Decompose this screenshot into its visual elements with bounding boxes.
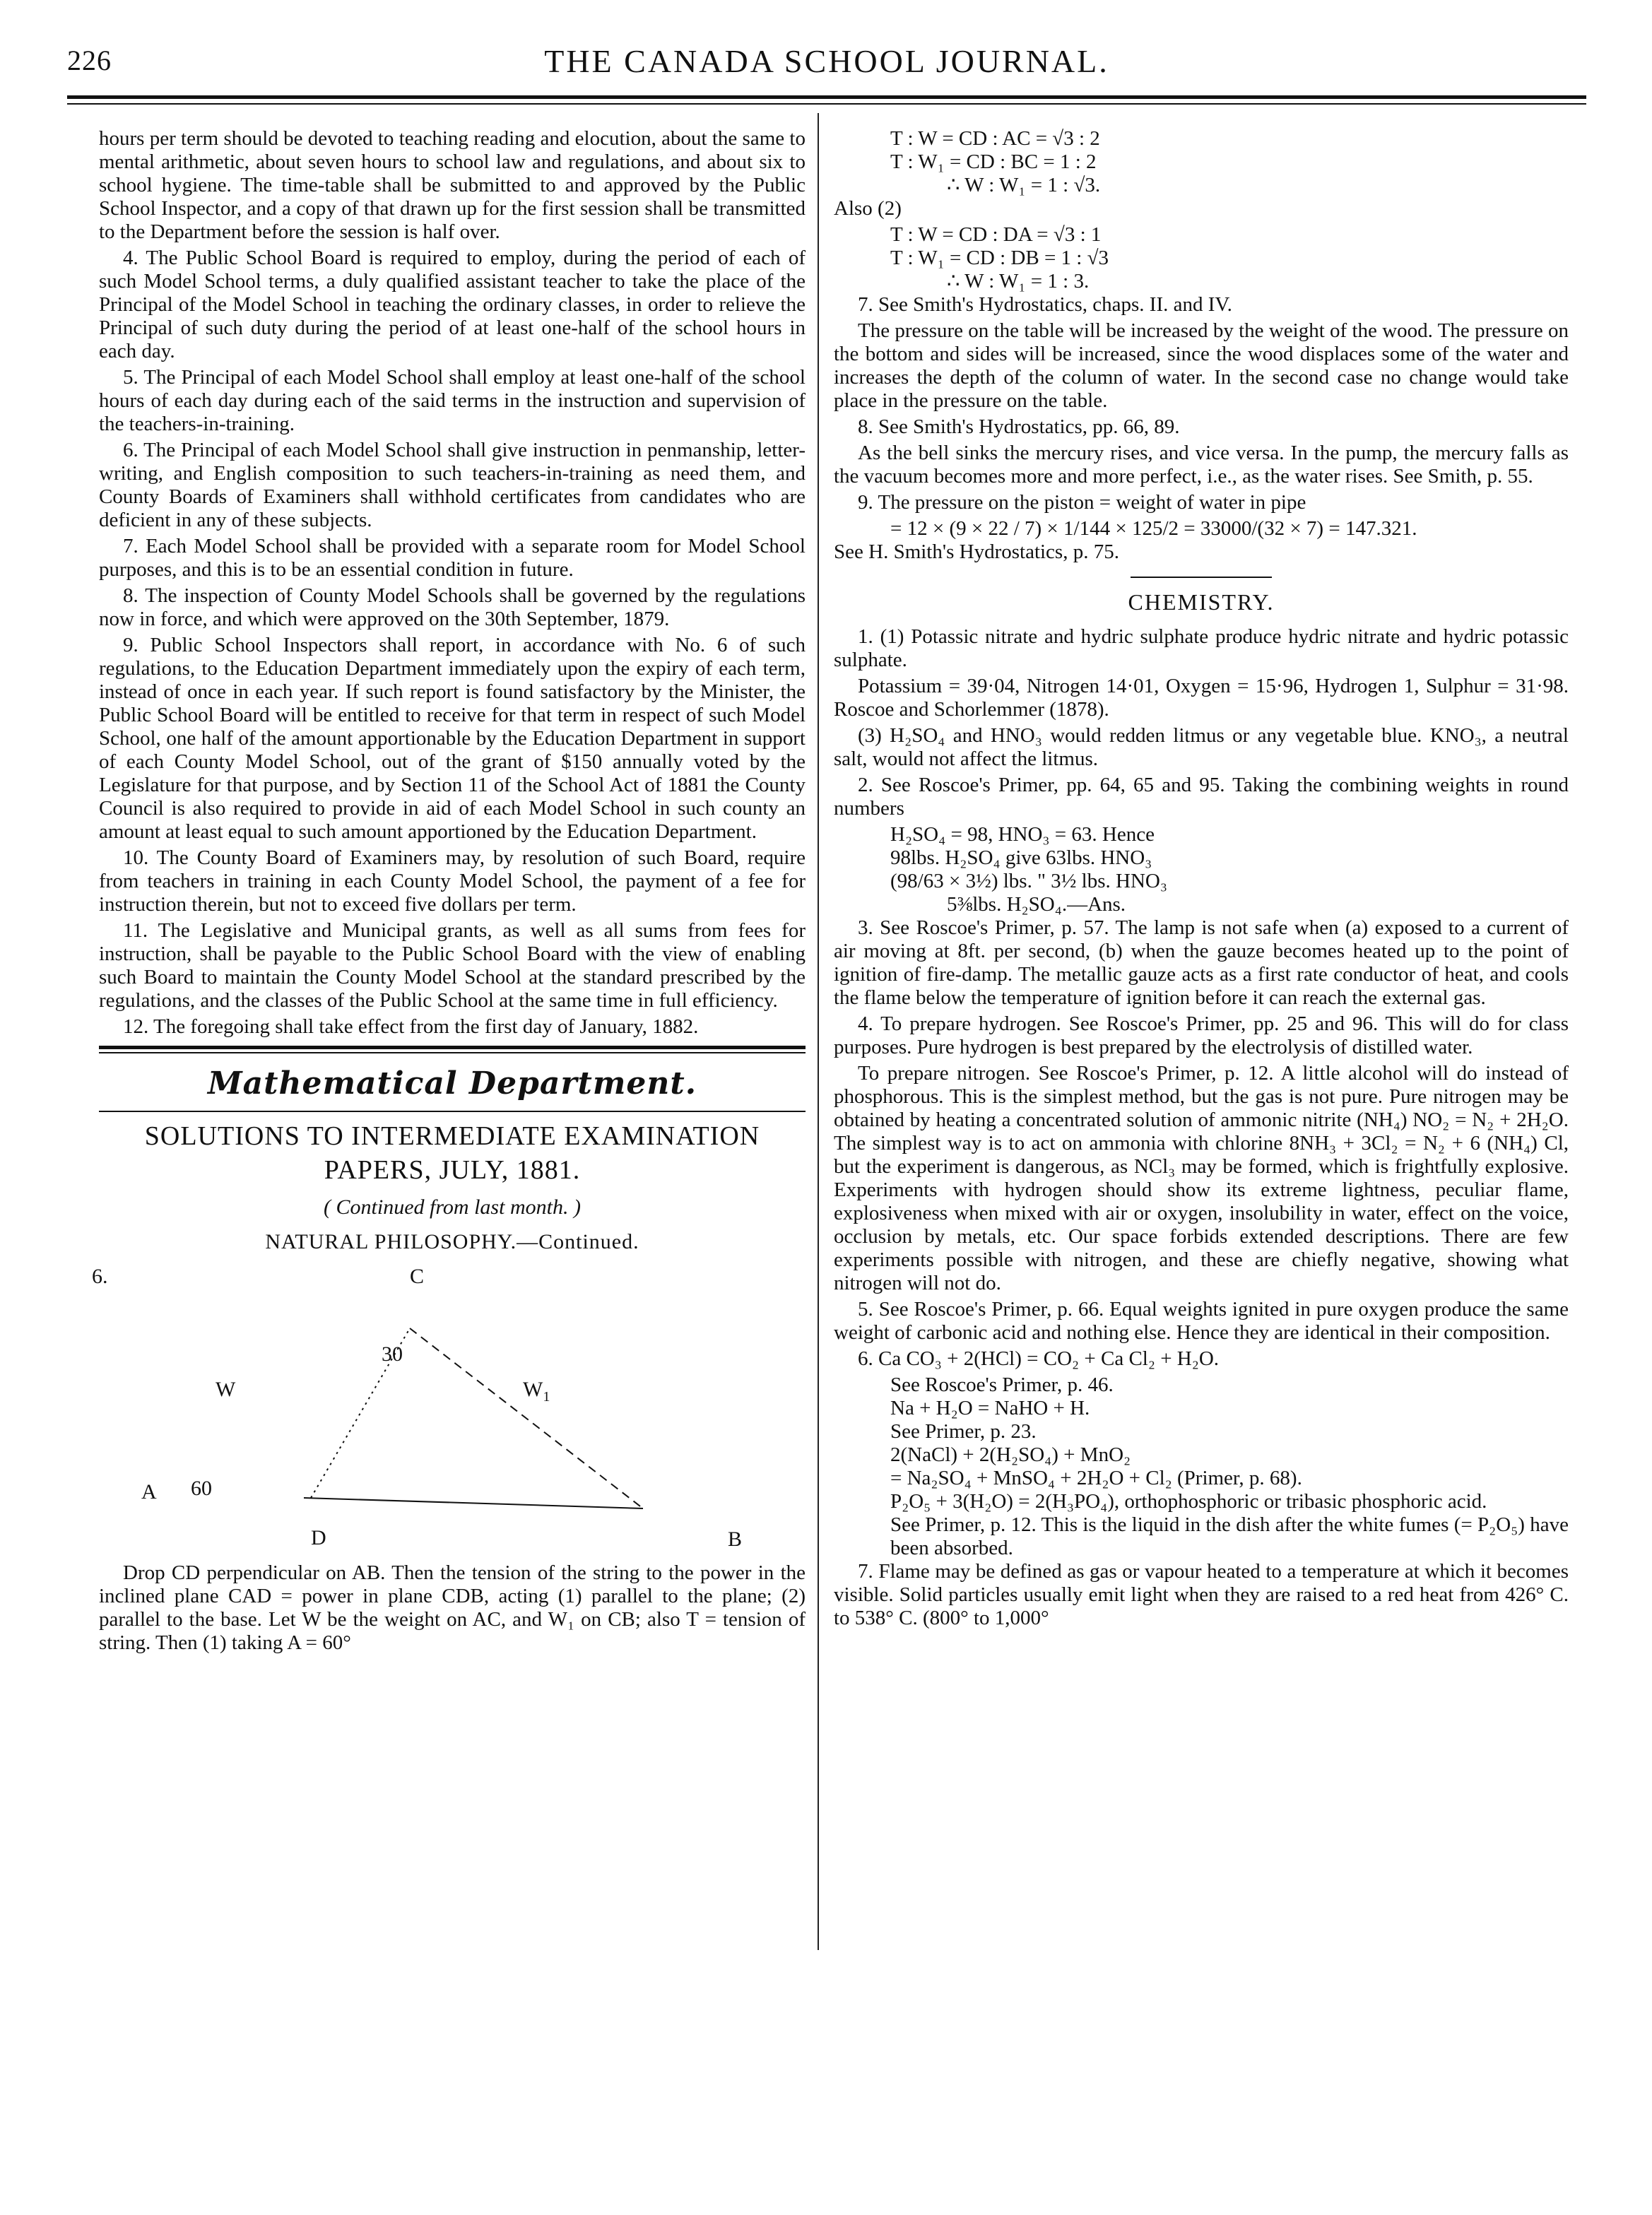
left-column [92,127,806,1658]
paragraph: (3) H₂SO₄ and HNO₃ would redden litmus or any vegetable blue. KNO₃, a neutral salt, would not affect the litmus. [834,724,1569,770]
equation-line: 2(NaCl) + 2(H₂SO₄) + MnO₂ [890,1443,1131,1466]
column-divider [818,113,819,1950]
equation-line: = Na₂SO₄ + MnSO₄ + 2H₂O + Cl₂ (Primer, p. 68). [890,1467,1302,1489]
line-cb [410,1328,643,1508]
paragraph: See H. Smith's Hydrostatics, p. 75. [834,541,1119,563]
equation-line: T : W = CD : DA = √3 : 1 [890,223,1102,246]
label-w: W [216,1378,236,1401]
base-line-ab [304,1498,643,1508]
equation-line: Na + H₂O = NaHO + H. [890,1397,1090,1419]
department-title: Mathematical Department. [207,1065,697,1101]
paragraph: 7. See Smith's Hydrostatics, chaps. II. and IV. [858,293,1232,316]
paragraph: 9. The pressure on the piston = weight of water in pipe [858,491,1306,514]
equation-line: ∴ W : W₁ = 1 : √3. [947,174,1101,196]
equation-line: T : W₁ = CD : BC = 1 : 2 [890,150,1097,173]
equation-line: (98/63 × 3½) lbs. " 3½ lbs. HNO₃ [890,870,1167,892]
short-rule [1131,577,1272,578]
paragraph: To prepare nitrogen. See Roscoe's Primer, p. 12. A little alcohol will do instead of phosphorous. This is the simplest method, but the gas is not pure. Pure nitrogen may be obtained by heating a concentrated solution of ammonic nitrite (NH₄) NO₂ = N₂ + 2H₂O. The simplest way is to act on ammonia with chlorine 8NH₃ + 3Cl₂ = N₂ + 6 (NH₄) Cl, but the experiment is dangerous, as NCl₃ may be formed, which is frightfully explosive. Experiments with hydrogen should show its extreme lightness, peculiar flame, explosiveness when mixed with air or oxygen, insolubility in water, effect on the voice, occlusion by metals, etc. Our space forbids extended descriptions. There are few experiments possible with nitrogen, and these are chiefly negative, showing what nitrogen will not do. [834,1062,1569,1294]
chemistry-heading: CHEMISTRY. [1128,589,1275,615]
diagram-number: 6. [92,1265,108,1288]
label-w1: $W_1$ [523,1378,550,1405]
section-rule-thin [99,1052,806,1053]
equation-line: T : W = CD : AC = √3 : 2 [890,127,1100,150]
label-a: A [141,1480,157,1504]
paragraph: 5. The Principal of each Model School shall employ at least one-half of the school hours of each day during each of the said terms in the instruction and supervision of the teachers-in-training. [99,366,806,435]
paragraph: 1. (1) Potassic nitrate and hydric sulphate produce hydric nitrate and hydric potassic sulphate. [834,625,1569,671]
inclined-plane-diagram [92,1265,806,1561]
paragraph: Drop CD perpendicular on AB. Then the tension of the string to the power in the inclined plane CAD = power in plane CDB, acting (1) parallel to the plane; (2) parallel to the base. Let W be the weight on AC, and W₁ on CB; also T = tension of string. Then (1) taking A = 60° [99,1561,806,1654]
equation-line: = 12 × (9 × 22 / 7) × 1/144 × 125/2 = 33000/(32 × 7) = 147.321. [890,517,1417,540]
diagram-lines [99,1265,806,1561]
paragraph: 4. To prepare hydrogen. See Roscoe's Primer, pp. 25 and 96. This will do for class purposes. Pure hydrogen is best prepared by the electrolysis of distilled water. [834,1012,1569,1058]
paragraph: 10. The County Board of Examiners may, by resolution of such Board, require from teachers in training in each County Model School, the payment of a fee for instruction therein, but not to exceed five dollars per term. [99,846,806,916]
right-column [834,127,1569,1633]
section-rule [99,1046,806,1049]
paragraph: 11. The Legislative and Municipal grants, as well as all sums from fees for instruction, shall be payable to the Public School Board with the view of enabling such Board to maintain the County Model School at the standard prescribed by the regulations, and the classes of the Public School at the same time in full efficiency. [99,919,806,1012]
paragraph: Potassium = 39·04, Nitrogen 14·01, Oxygen = 15·96, Hydrogen 1, Sulphur = 31·98. Roscoe and Schorlemmer (1878). [834,675,1569,721]
paragraph: 7. Flame may be defined as gas or vapour heated to a temperature at which it becomes visible. Solid particles usually emit light when they are raised to a red heat from 426° C. to 538° C. (800° to 1,000° [834,1560,1569,1629]
equation-line: See Roscoe's Primer, p. 46. [890,1374,1114,1396]
paragraph: 2. See Roscoe's Primer, pp. 64, 65 and 95. Taking the combining weights in round numbers [834,774,1569,820]
equation-line: See Primer, p. 23. [890,1420,1037,1443]
equation-line: Also (2) [834,197,902,220]
paragraph: 12. The foregoing shall take effect from the first day of January, 1882. [123,1015,699,1038]
paragraph: The pressure on the table will be increased by the weight of the wood. The pressure on the bottom and sides will be increased, since the wood displaces some of the water and increases the depth of the column of water. In the second case no change would take place in the pressure on the table. [834,319,1569,412]
header-rule-thin [67,103,1586,105]
equation-line: ∴ W : W₁ = 1 : 3. [947,270,1090,293]
equation-line: 98lbs. H₂SO₄ give 63lbs. HNO₃ [890,846,1152,869]
continued-note: ( Continued from last month. ) [324,1195,581,1219]
equation-line: 5⅜lbs. H₂SO₄.—Ans. [947,893,1126,916]
subject-heading: NATURAL PHILOSOPHY.—Continued. [265,1230,639,1253]
label-c: C [410,1265,425,1288]
paragraph: 7. Each Model School shall be provided with a separate room for Model School purposes, and this is to be an essential condition in future. [99,535,806,581]
equation-line: P₂O₅ + 3(H₂O) = 2(H₃PO₄), orthophosphoric or tribasic phosphoric acid. [890,1490,1487,1513]
page-number: 226 [67,45,112,76]
paragraph: 6. The Principal of each Model School shall give instruction in penmanship, letter-writing, and English composition to such teachers-in-training as need them, and County Boards of Examiners shall withhold certificates from candidates who are deficient in any of these subjects. [99,439,806,531]
paragraph: hours per term should be devoted to teaching reading and elocution, about the same to mental arithmetic, about seven hours to school law and regulations, and about six to school hygiene. The time-table shall be submitted to and approved by the Public School Inspector, and a copy of that drawn up for the first session shall be transmitted to the Department before the session is half over. [99,127,806,243]
paragraph: 8. See Smith's Hydrostatics, pp. 66, 89. [858,415,1180,438]
journal-title: THE CANADA SCHOOL JOURNAL. [544,43,1109,79]
paragraph: 3. See Roscoe's Primer, p. 57. The lamp is not safe when (a) exposed to a current of air moving at 8ft. per second, (b) when the gauze becomes heated up to the point of ignition of fire-damp. The metallic gauze acts as a first rate conductor of heat, and cools the flame below the temperature of ignition before it can reach the external gas. [834,916,1569,1009]
label-angle-60: 60 [191,1477,212,1500]
paragraph: 6. Ca CO₃ + 2(HCl) = CO₂ + Ca Cl₂ + H₂O. [858,1347,1220,1370]
paragraph: 4. The Public School Board is required to employ, during the period of each of such Model School terms, a duly qualified assistant teacher to take the place of the Principal of the Model School in teaching the ordinary classes, in order to relieve the Principal of such duty during the period of at least one-half of the school hours in each day. [99,247,806,362]
label-d: D [311,1526,326,1549]
section-rule-thin [99,1111,806,1112]
solutions-heading: SOLUTIONS TO INTERMEDIATE EXAMINATION PAPERS, JULY, 1881. [144,1121,760,1185]
paragraph: 8. The inspection of County Model Schools shall be governed by the regulations now in force, and which were approved on the 30th September, 1879. [99,584,806,630]
equation-line: T : W₁ = CD : DB = 1 : √3 [890,247,1109,269]
page-header [67,37,1586,86]
paragraph: 5. See Roscoe's Primer, p. 66. Equal weights ignited in pure oxygen produce the same weight of carbonic acid and nothing else. Hence they are identical in their composition. [834,1298,1569,1344]
label-angle-30: 30 [382,1342,403,1366]
label-b: B [728,1528,743,1551]
header-rule [67,95,1586,99]
paragraph: As the bell sinks the mercury rises, and vice versa. In the pump, the mercury falls as the vacuum becomes more and more perfect, i.e., as the water rises. See Smith, p. 55. [834,442,1569,488]
equation-line: See Primer, p. 12. This is the liquid in the dish after the white fumes (= P₂O₅) have been absorbed. [890,1513,1569,1559]
equation-line: H₂SO₄ = 98, HNO₃ = 63. Hence [890,823,1155,846]
paragraph: 9. Public School Inspectors shall report, in accordance with No. 6 of such regulations, to the Education Department immediately upon the expiry of each term, instead of once in each year. If such report is found satisfactory by the Minister, the Public School Board will be entitled to receive for that term in respect of such Model School, one half of the amount apportionable by the Education Department in support of each County Model School, out of the grant of $150 annually voted by the Legislature for that purpose, and by Section 11 of the School Act of 1881 the County Council is also required to provide in aid of each Model School in such county an amount at least equal to such amount apportioned by the Education Department. [99,634,806,843]
